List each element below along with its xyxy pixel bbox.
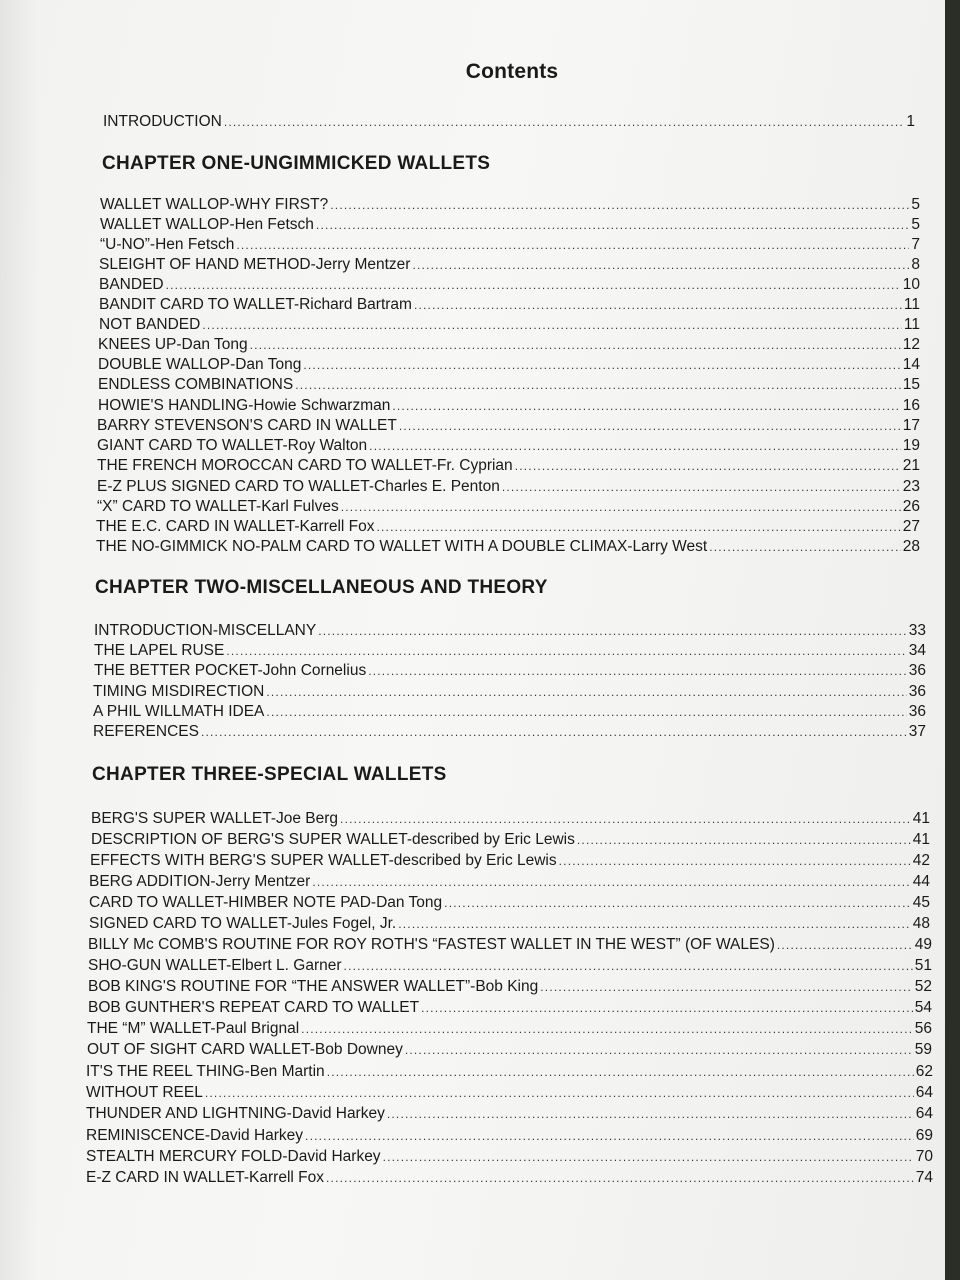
dot-leader [301,1020,913,1039]
dot-leader [295,376,901,395]
toc-entry [99,255,920,275]
chapter-heading: CHAPTER TWO-MISCELLANEOUS AND THEORY [95,577,548,598]
dot-leader [226,642,906,661]
toc-entry [86,1062,933,1082]
entry-title: THE LAPEL RUSE [94,642,225,659]
entry-title: A PHIL WILLMATH IDEA [93,703,265,720]
entry-title: THE NO-GIMMICK NO-PALM CARD TO WALLET WITH A DOUBLE CLIMAX-Larry West [96,538,708,555]
entry-page: 56 [914,1020,932,1037]
toc-entry [89,872,930,892]
entry-title: IT'S THE REEL THING-Ben Martin [86,1063,325,1080]
entry-title: BOB KING'S ROUTINE FOR “THE ANSWER WALLET”-Bob King [88,978,539,995]
entry-title: THE “M” WALLET-Paul Brignal [87,1020,300,1037]
dot-leader [327,1063,914,1082]
entry-page: 33 [908,622,926,639]
entry-page: 36 [908,662,926,679]
dot-leader [266,683,906,702]
chapter-heading: CHAPTER ONE-UNGIMMICKED WALLETS [102,153,491,174]
entry-title: BERG'S SUPER WALLET-Joe Berg [91,810,339,827]
toc-entry [86,1104,933,1124]
entry-title: INTRODUCTION-MISCELLANY [94,622,317,639]
toc-entry [99,295,920,315]
entry-page: 48 [912,915,930,932]
toc-entry [88,998,932,1018]
entry-page: 23 [902,478,920,495]
entry-title: BOB GUNTHER'S REPEAT CARD TO WALLET [88,999,420,1016]
toc-entry [90,851,930,871]
toc-entry [88,935,932,955]
toc-entry [86,1168,933,1188]
toc-entry [86,1083,933,1103]
dot-leader [414,296,902,315]
dot-leader [421,999,913,1018]
toc-entry [97,416,920,436]
entry-page: 21 [902,457,920,474]
dot-leader [368,662,907,681]
toc-entry [100,195,920,215]
entry-title: E-Z PLUS SIGNED CARD TO WALLET-Charles E. Penton [97,478,500,495]
entry-page: 52 [914,978,932,995]
dot-leader [392,397,900,416]
entry-title: STEALTH MERCURY FOLD-David Harkey [86,1148,381,1165]
dot-leader [202,316,902,335]
dot-leader [205,1084,914,1103]
entry-title: INTRODUCTION [103,113,222,130]
chapter-heading: CHAPTER THREE-SPECIAL WALLETS [92,764,447,785]
entry-page: 11 [903,316,920,333]
entry-page: 74 [915,1169,933,1186]
toc-entry [97,436,920,456]
entry-page: 36 [908,703,926,720]
dot-leader [405,1041,913,1060]
entry-page: 36 [908,683,926,700]
dot-leader [266,703,906,722]
entry-page: 64 [915,1105,933,1122]
toc-entry [91,809,930,829]
entry-title: BERG ADDITION-Jerry Mentzer [89,873,311,890]
dot-leader [318,622,907,641]
dot-leader [201,723,907,742]
entry-title: WITHOUT REEL [86,1084,203,1101]
toc-entry [97,456,920,476]
toc-entry [98,355,920,375]
toc-entry [88,956,932,976]
toc-entry [93,722,926,742]
entry-page: 59 [914,1041,932,1058]
entry-page: 62 [915,1063,933,1080]
contents-title: Contents [465,60,559,83]
dot-leader [341,498,901,517]
toc-entry [86,1126,933,1146]
dot-leader [312,873,910,892]
dot-leader [777,936,913,955]
entry-title: NOT BANDED [99,316,201,333]
entry-page: 34 [908,642,926,659]
entry-title: BARRY STEVENSON'S CARD IN WALLET [97,417,397,434]
entry-page: 1 [906,113,915,130]
entry-title: THUNDER AND LIGHTNING-David Harkey [86,1105,385,1122]
entry-title: KNEES UP-Dan Tong [98,336,248,353]
dot-leader [540,978,913,997]
dot-leader [399,417,901,436]
toc-entry [94,641,926,661]
entry-title: EFFECTS WITH BERG'S SUPER WALLET-described by Eric Lewis [90,852,557,869]
entry-page: 10 [902,276,920,293]
dot-leader [250,336,901,355]
entry-title: WALLET WALLOP-WHY FIRST? [100,196,329,213]
dot-leader [369,437,901,456]
entry-title: CARD TO WALLET-HIMBER NOTE PAD-Dan Tong [89,894,443,911]
dot-leader [303,356,900,375]
entry-page: 16 [902,397,920,414]
toc-entry [89,893,930,913]
entry-title: ENDLESS COMBINATIONS [98,376,294,393]
entry-title: E-Z CARD IN WALLET-Karrell Fox [86,1169,324,1186]
entry-title: SLEIGHT OF HAND METHOD-Jerry Mentzer [99,256,411,273]
entry-title: THE FRENCH MOROCCAN CARD TO WALLET-Fr. Cyprian [97,457,513,474]
toc-entry [99,315,920,335]
entry-page: 64 [915,1084,933,1101]
entry-title: BANDED [99,276,164,293]
dot-leader [316,216,909,235]
dot-leader [515,457,901,476]
entry-page: 7 [911,236,920,253]
entry-page: 69 [915,1127,933,1144]
dot-leader [236,236,909,255]
toc-entry [94,621,926,641]
toc-entry [97,477,920,497]
entry-title: GIANT CARD TO WALLET-Roy Walton [97,437,368,454]
entry-page: 54 [914,999,932,1016]
dot-leader [383,1148,914,1167]
toc-entry [89,914,930,934]
entry-title: TIMING MISDIRECTION [93,683,265,700]
entry-title: REFERENCES [93,723,199,740]
entry-page: 41 [912,831,930,848]
dot-leader [387,1105,914,1124]
entry-page: 27 [902,518,920,535]
entry-title: HOWIE'S HANDLING-Howie Schwarzman [98,397,391,414]
dot-leader [326,1169,914,1188]
dot-leader [340,810,911,829]
dot-leader [444,894,911,913]
entry-page: 49 [914,936,932,953]
entry-title: WALLET WALLOP-Hen Fetsch [100,216,314,233]
toc-entry [96,517,920,537]
toc-entry [91,830,930,850]
toc-entry [100,215,920,235]
toc-entry [87,1019,932,1039]
entry-page: 26 [902,498,920,515]
entry-page: 19 [902,437,920,454]
entry-page: 17 [902,417,920,434]
entry-title: REMINISCENCE-David Harkey [86,1127,304,1144]
entry-title: DOUBLE WALLOP-Dan Tong [98,356,302,373]
entry-page: 12 [902,336,920,353]
toc-entry [93,702,926,722]
dot-leader [376,518,900,537]
entry-page: 5 [911,196,920,213]
entry-title: SHO-GUN WALLET-Elbert L. Garner [88,957,342,974]
toc-entry [99,275,920,295]
toc-entry [87,1040,932,1060]
dot-leader [502,478,901,497]
toc-entry [98,396,920,416]
dot-leader [577,831,911,850]
entry-title: “U-NO”-Hen Fetsch [100,236,235,253]
entry-page: 15 [902,376,920,393]
toc-entry [98,335,920,355]
toc-entry-introduction [103,112,915,132]
entry-page: 51 [914,957,932,974]
dot-leader [166,276,901,295]
toc-entry [94,661,926,681]
entry-page: 41 [912,810,930,827]
toc-entry [100,235,920,255]
entry-title: THE BETTER POCKET-John Cornelius [94,662,367,679]
toc-entry [98,375,920,395]
toc-entry [97,497,920,517]
entry-title: OUT OF SIGHT CARD WALLET-Bob Downey [87,1041,403,1058]
entry-title: BILLY Mc COMB'S ROUTINE FOR ROY ROTH'S “FASTEST WALLET IN THE WEST” (OF WALES) [88,936,775,953]
dot-leader [559,852,911,871]
dot-leader [344,957,913,976]
entry-page: 45 [912,894,930,911]
entry-title: DESCRIPTION OF BERG'S SUPER WALLET-described by Eric Lewis [91,831,575,848]
entry-page: 28 [902,538,920,555]
entry-page: 42 [912,852,930,869]
entry-title: “X” CARD TO WALLET-Karl Fulves [97,498,339,515]
entry-page: 37 [908,723,926,740]
entry-page: 44 [912,873,930,890]
entry-title: THE E.C. CARD IN WALLET-Karrell Fox [96,518,375,535]
dot-leader [412,256,909,275]
entry-title: BANDIT CARD TO WALLET-Richard Bartram [99,296,412,313]
entry-page: 70 [915,1148,933,1165]
toc-entry [96,537,920,557]
dot-leader [709,538,901,557]
toc-entry [93,682,926,702]
toc-entry [88,977,932,997]
entry-page: 14 [902,356,920,373]
dot-leader [305,1127,914,1146]
dot-leader [330,196,909,215]
toc-entry [86,1147,933,1167]
dot-leader [224,113,905,132]
entry-page: 8 [911,256,920,273]
entry-page: 5 [911,216,920,233]
entry-title: SIGNED CARD TO WALLET-Jules Fogel, Jr. [89,915,397,932]
entry-page: 11 [903,296,920,313]
dot-leader [398,915,911,934]
